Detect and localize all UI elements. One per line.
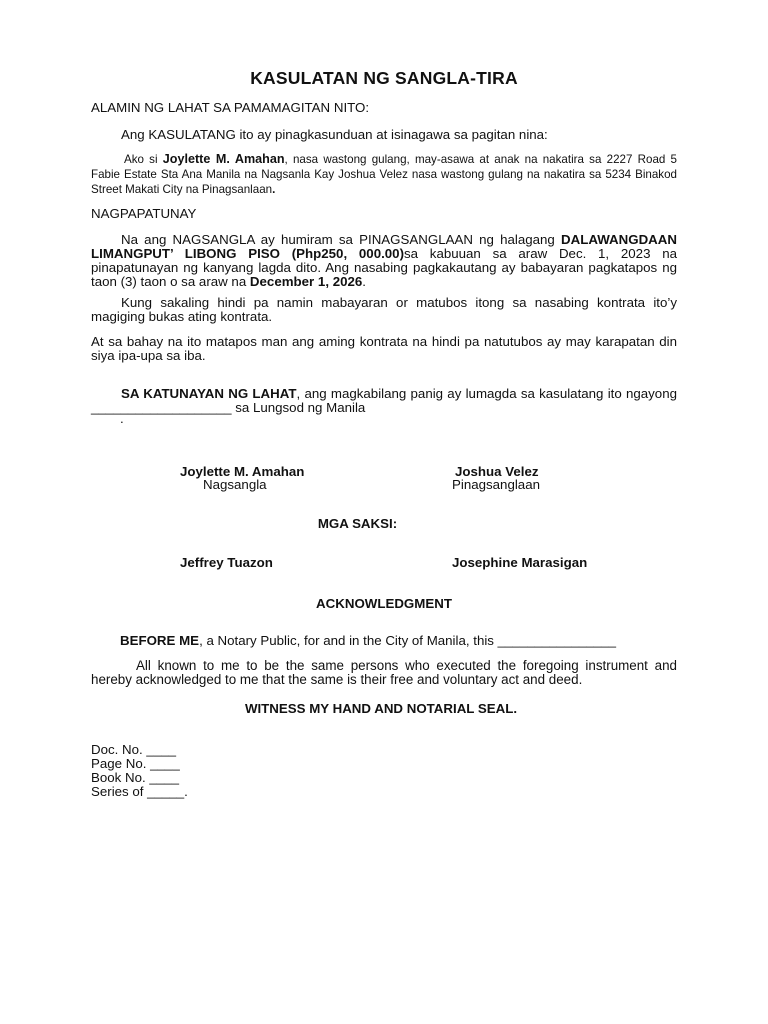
loan-text-c: .	[362, 274, 366, 289]
redemption-paragraph: Kung sakaling hindi pa namin mabayaran or matubos itong sa nasabing kontrata ito’y magiging bukas ating kontrata.	[91, 295, 677, 324]
series-of: Series of _____.	[91, 784, 188, 799]
party-details: , nasa wastong gulang, may-asawa at anak na nakatira sa 2227 Road 5 Fabie Estate Sta Ana Manila na Nagsanla Kay Joshua Velez nasa wastong gulang na nakatira sa 5234 Binakod Street Makati City na Pinagsanlaan	[91, 153, 677, 196]
notarial-register	[91, 743, 188, 799]
mortgagor-name: Joylette M. Amahan	[162, 152, 285, 166]
party-paragraph	[91, 152, 677, 197]
loan-text-a: Na ang NAGSANGLA ay humiram sa PINAGSANGLAAN ng halagang	[121, 232, 562, 247]
mortgagor-signature-name: Joylette M. Amahan	[180, 464, 305, 479]
mortgagor-role: Nagsangla	[203, 477, 267, 492]
nagpapatunay-heading: NAGPAPATUNAY	[91, 206, 197, 221]
attestation-text: , ang magkabilang panig ay lumagda sa kasulatang ito ngayong ___________________ sa Lungsod ng Manila	[91, 386, 677, 415]
party-end: .	[272, 183, 276, 196]
witness-left-name: Jeffrey Tuazon	[180, 555, 273, 570]
acknowledgment-heading: ACKNOWLEDGMENT	[316, 596, 452, 611]
party-prefix: Ako si	[124, 153, 163, 166]
lease-paragraph: At sa bahay na ito matapos man ang aming kontrata na hindi pa natutubos ay may karapatan din siya ipa-upa sa iba.	[91, 334, 677, 363]
loan-paragraph	[91, 233, 677, 289]
page-no: Page No. ____	[91, 756, 180, 771]
mortgagee-signature-name: Joshua Velez	[455, 464, 539, 479]
attestation-lead: SA KATUNAYAN NG LAHAT	[121, 386, 297, 401]
before-me-label: BEFORE ME	[120, 633, 200, 648]
loan-amount: DALAWANGDAAN LIMANGPUT’ LIBONG PISO (Php250, 000.00)	[91, 232, 677, 261]
loan-text-b: sa kabuuan sa araw Dec. 1, 2023 na pinapatunayan ng kanyang lagda dito. Ang nasabing pagkakautang ay babayaran pagkatapos ng taon (3) taon o sa araw na	[91, 246, 678, 289]
acknowledgment-body: All known to me to be the same persons who executed the foregoing instrument and hereby acknowledged to me that the same is their free and voluntary act and deed.	[91, 658, 677, 687]
witnesses-heading: MGA SAKSI:	[317, 516, 398, 531]
attestation-paragraph	[91, 387, 677, 415]
before-me-text: , a Notary Public, for and in the City of Manila, this ________________	[199, 633, 616, 648]
intro-line: Ang KASULATANG ito ay pinagkasunduan at isinagawa sa pagitan nina:	[121, 127, 548, 142]
witness-seal-line: WITNESS MY HAND AND NOTARIAL SEAL.	[244, 701, 518, 716]
doc-no: Doc. No. ____	[91, 742, 177, 757]
salutation: ALAMIN NG LAHAT SA PAMAMAGITAN NITO:	[91, 100, 370, 115]
stray-period: .	[120, 411, 124, 426]
document-title: KASULATAN NG SANGLA-TIRA	[250, 68, 518, 88]
due-date: December 1, 2026	[249, 274, 363, 289]
book-no: Book No. ____	[91, 770, 179, 785]
before-me-line	[120, 633, 616, 648]
mortgagee-role: Pinagsanglaan	[452, 477, 540, 492]
witness-right-name: Josephine Marasigan	[452, 555, 588, 570]
